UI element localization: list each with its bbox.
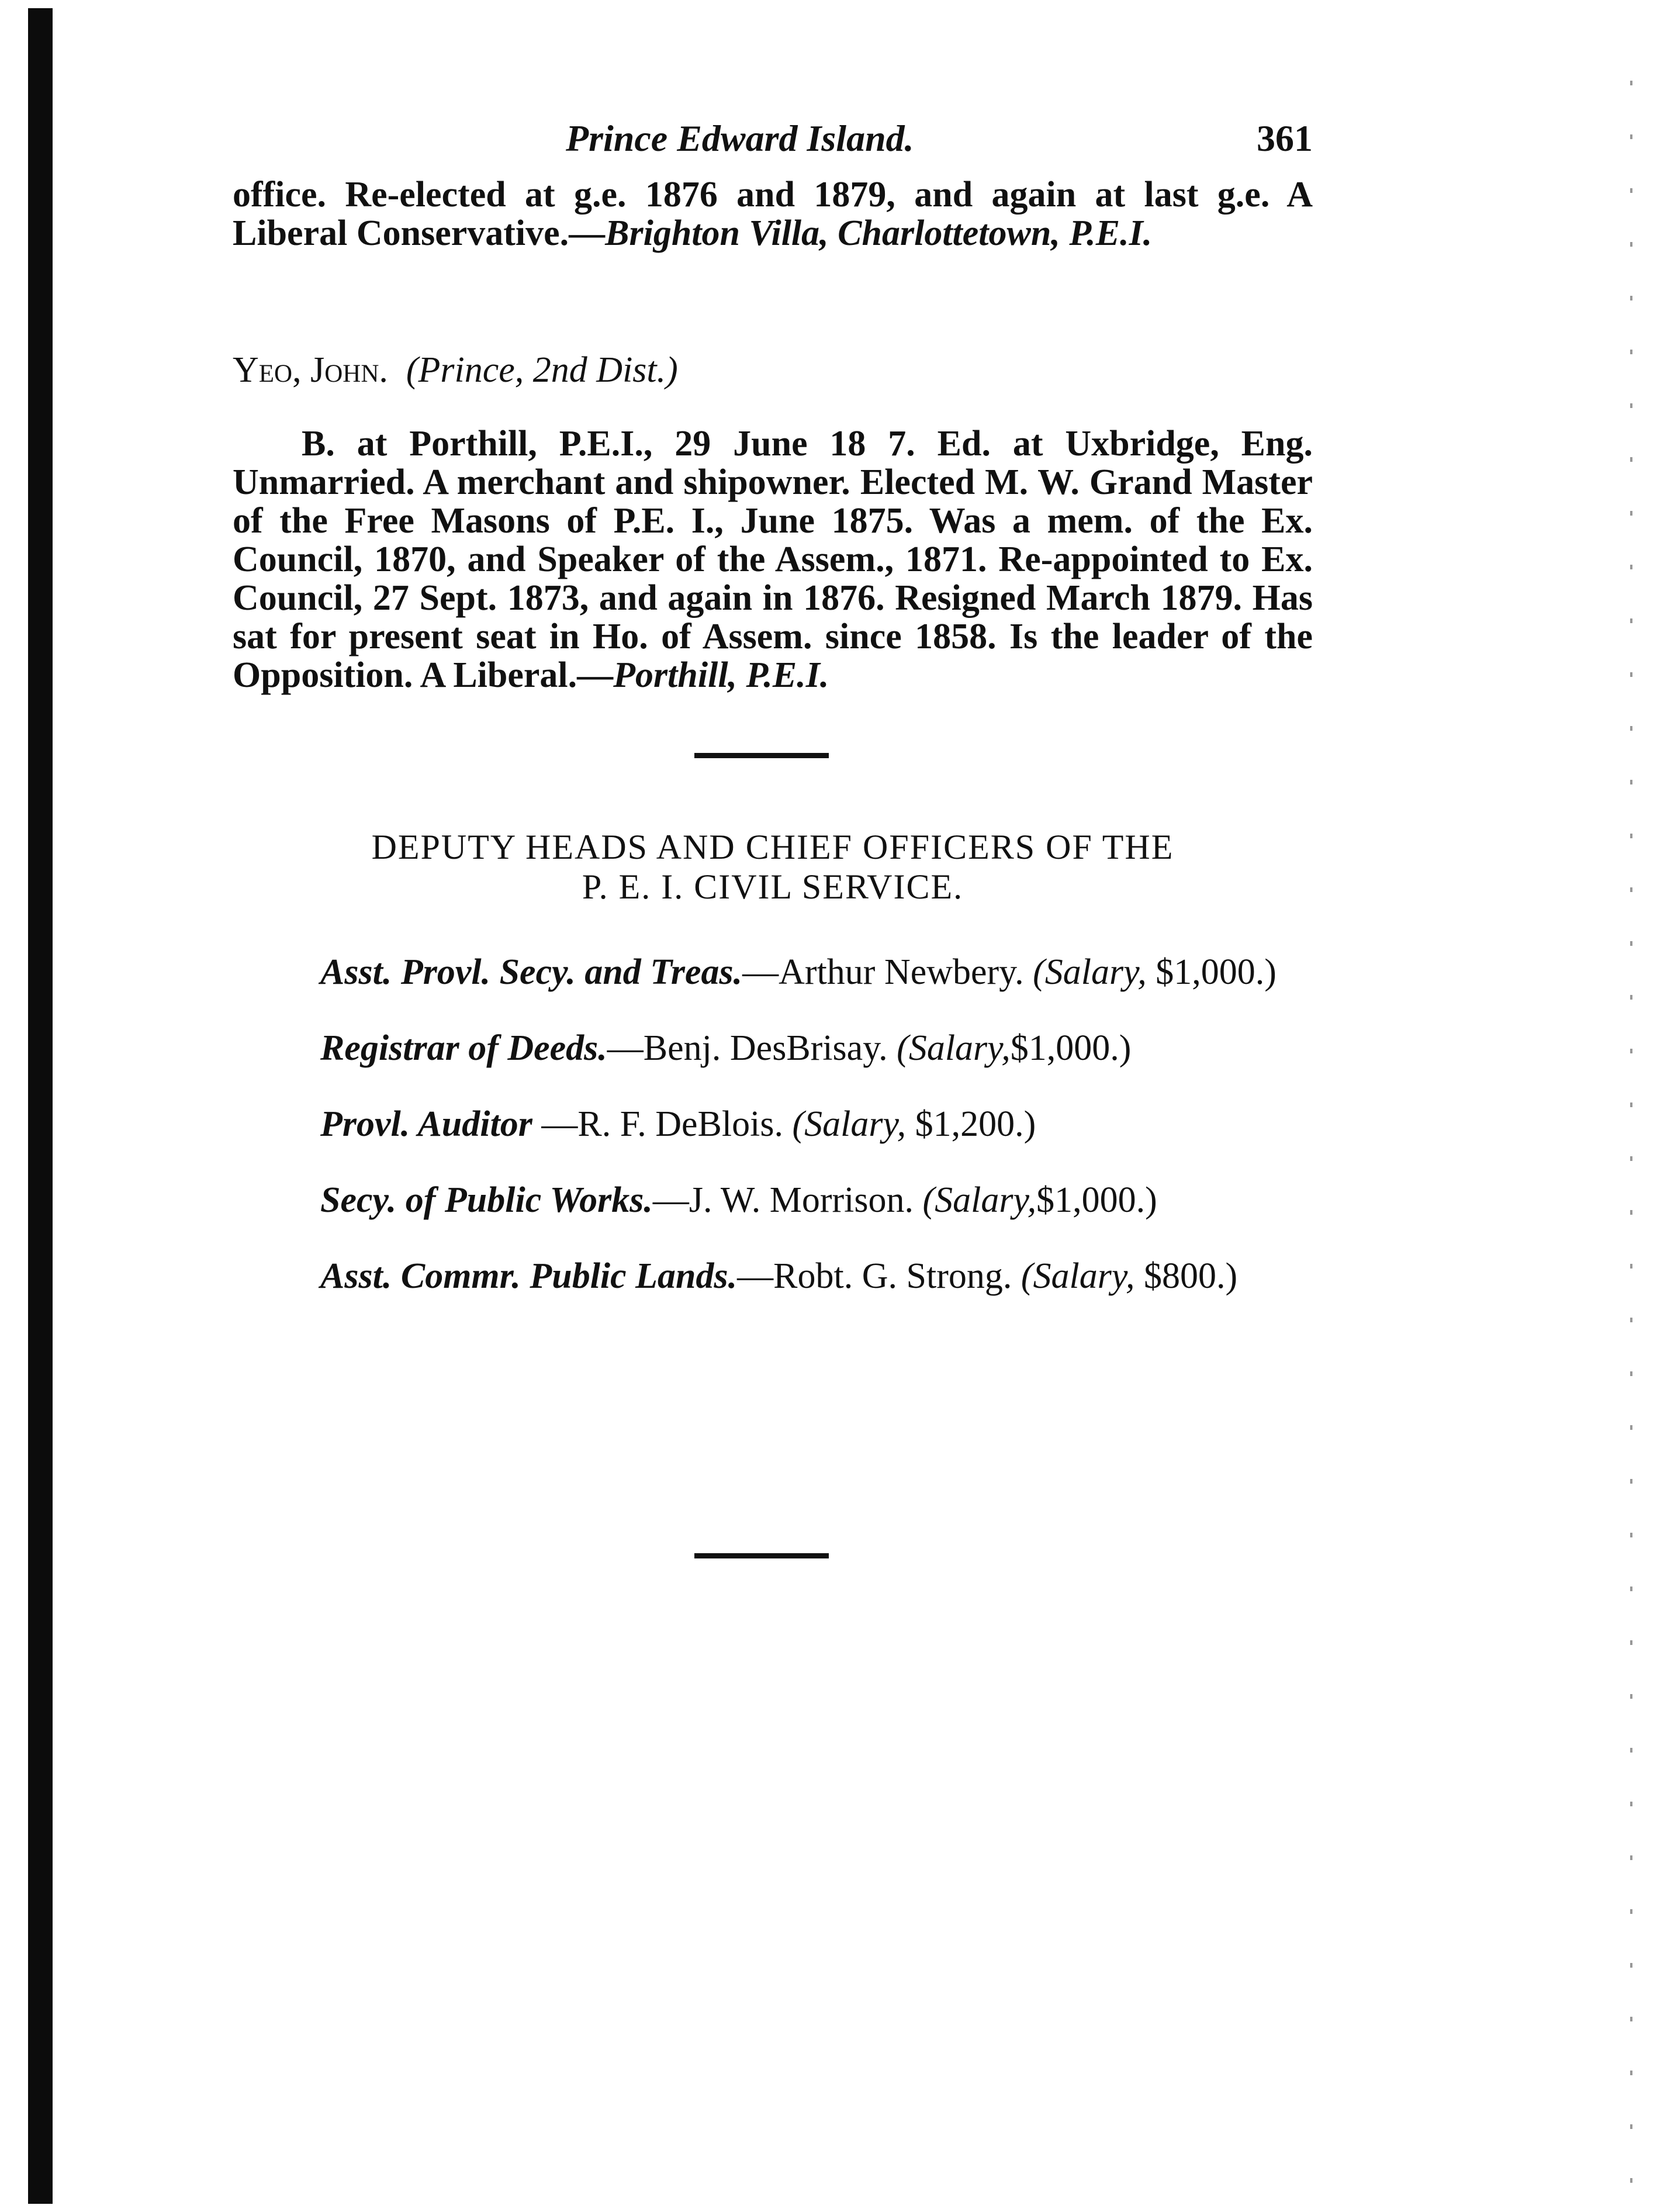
officer-office: Asst. Provl. Secy. and Treas.: [320, 952, 743, 992]
entry-district: (Prince, 2nd Dist.): [406, 350, 678, 390]
officer-entry: [233, 1180, 1313, 1220]
officer-entry: [233, 1256, 1313, 1296]
running-head: [233, 117, 1313, 175]
book-page: [233, 117, 1313, 1558]
officer-salary-label: (Salary,: [792, 1104, 907, 1144]
officer-office: Secy. of Public Works.: [320, 1180, 653, 1220]
officer-name: —J. W. Morrison.: [652, 1180, 914, 1220]
running-title: Prince Edward Island.: [566, 117, 914, 159]
officer-entry: [233, 1104, 1313, 1144]
entry-surname: Yeo: [233, 350, 293, 390]
entry-address: Porthill, P.E.I.: [613, 655, 829, 695]
officer-salary-label: (Salary,: [1021, 1256, 1135, 1296]
entry-biography: [233, 424, 1313, 694]
officer-salary: $800.): [1143, 1256, 1238, 1296]
officer-office: Asst. Commr. Public Lands.: [320, 1256, 738, 1296]
continued-entry-address: Brighton Villa, Charlottetown, P.E.I.: [605, 213, 1153, 253]
officer-salary: $1,000.): [1010, 1028, 1132, 1068]
officer-entry: [233, 952, 1313, 992]
scan-margin-specks: [1622, 58, 1657, 2198]
officer-name: —Benj. DesBrisay.: [607, 1028, 888, 1068]
officer-salary: $1,000.): [1156, 952, 1277, 992]
entry-given-name: John.: [310, 350, 388, 390]
page-number: 361: [1257, 117, 1313, 159]
section-heading: [233, 827, 1313, 907]
officer-name: —R. F. DeBlois.: [541, 1104, 783, 1144]
officer-office: Provl. Auditor: [320, 1104, 532, 1144]
section-divider: [694, 753, 829, 758]
officer-salary-label: (Salary,: [922, 1180, 1037, 1220]
entry-biography-text: B. at Porthill, P.E.I., 29 June 18 7. Ed. at Uxbridge, Eng. Unmarried. A merchant and shipowner. Elected M. W. Grand Master of the Free Masons of P.E. I., June 1875. Was a mem. of the Ex. Council, 1870, and Speaker of the Assem., 1871. Re-appointed to Ex. Council, 27 Sept. 1873, and again in 1876. Resigned March 1879. Has sat for present seat in Ho. of Assem. since 1858. Is the leader of the Opposition. A Liberal.—: [233, 424, 1313, 695]
officer-salary-label: (Salary,: [1033, 952, 1147, 992]
officer-salary-label: (Salary,: [897, 1028, 1011, 1068]
entry-heading: Yeo, John. (Prince, 2nd Dist.): [233, 350, 678, 390]
officer-salary: $1,000.): [1036, 1180, 1157, 1220]
officer-entry: [233, 1028, 1313, 1068]
binding-edge: [28, 8, 53, 2204]
officer-office: Registrar of Deeds.: [320, 1028, 607, 1068]
end-divider: [694, 1553, 829, 1558]
continued-entry: [233, 175, 1313, 253]
section-heading-line-1: DEPUTY HEADS AND CHIEF OFFICERS OF THE: [371, 828, 1174, 866]
officer-salary: $1,200.): [915, 1104, 1036, 1144]
continued-entry-text: office. Re-elected at g.e. 1876 and 1879, and again at last g.e. A Liberal Conservative.—: [233, 175, 1313, 253]
officer-name: —Arthur Newbery.: [742, 952, 1024, 992]
officer-name: —Robt. G. Strong.: [737, 1256, 1012, 1296]
section-heading-line-2: P. E. I. CIVIL SERVICE.: [582, 867, 964, 906]
